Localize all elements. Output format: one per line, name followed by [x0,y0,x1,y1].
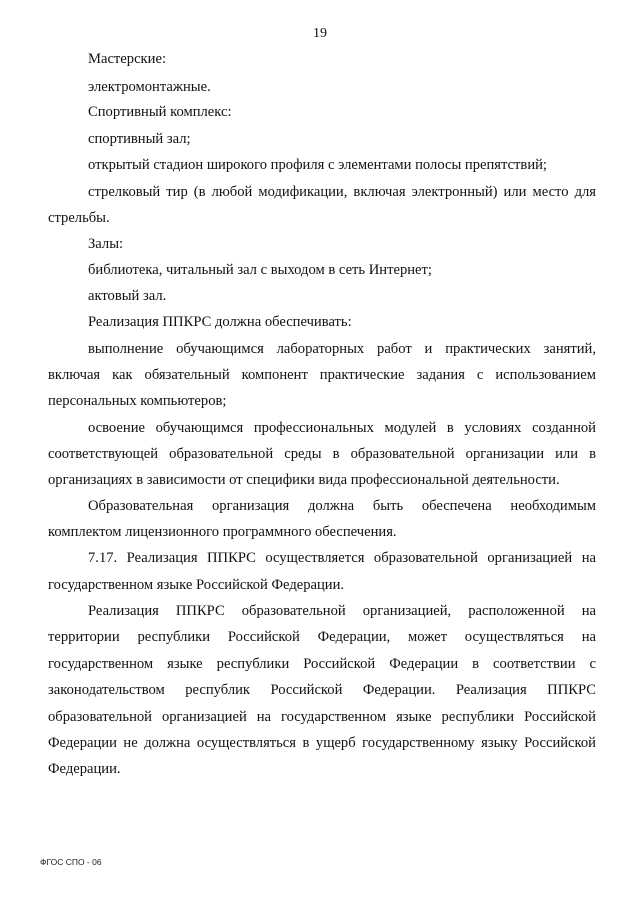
text-line: территории республики Российской Федерации, может осуществляться на [48,629,596,645]
text-line: Реализация ППКРС должна обеспечивать: [88,314,352,330]
text-line: персональных компьютеров; [48,393,227,409]
text-line: соответствующей образовательной среды в образовательной организации или в [48,446,596,462]
text-line: открытый стадион широкого профиля с элементами полосы препятствий; [88,157,547,173]
page-number: 19 [313,26,327,41]
footer-code: ФГОС СПО - 06 [40,857,102,867]
text-line: Спортивный комплекс: [88,104,232,120]
text-line: спортивный зал; [88,131,191,147]
text-line: 7.17. Реализация ППКРС осуществляется образовательной организацией на [88,550,596,566]
text-line: организациях в зависимости от специфики вида профессиональной деятельности. [48,472,560,488]
text-line: Реализация ППКРС образовательной организацией, расположенной на [88,603,596,619]
text-line: стрельбы. [48,210,110,226]
text-line: государственном языке Российской Федерации. [48,577,345,593]
text-line: Образовательная организация должна быть обеспечена необходимым [88,498,596,514]
text-line: включая как обязательный компонент практические задания с использованием [48,367,596,383]
text-line: электромонтажные. [88,79,211,95]
text-line: Мастерские: [88,51,166,67]
text-line: Федерации. [48,761,121,777]
text-line: государственном языке республики Российской Федерации в соответствии с [48,656,596,672]
text-line: стрелковый тир (в любой модификации, включая электронный) или место для [88,184,596,200]
text-line: законодательством республик Российской Федерации. Реализация ППКРС [48,682,596,698]
text-line: Федерации не должна осуществляться в ущерб государственному языку Российской [48,735,596,751]
text-line: образовательной организацией на государственном языке республики Российской [48,709,596,725]
text-line: актовый зал. [88,288,167,304]
text-line: освоение обучающимся профессиональных модулей в условиях созданной [88,420,596,436]
text-line: комплектом лицензионного программного обеспечения. [48,524,397,540]
text-line: библиотека, читальный зал с выходом в сеть Интернет; [88,262,432,278]
text-line: выполнение обучающимся лабораторных работ и практических занятий, [88,341,596,357]
text-line: Залы: [88,236,124,252]
